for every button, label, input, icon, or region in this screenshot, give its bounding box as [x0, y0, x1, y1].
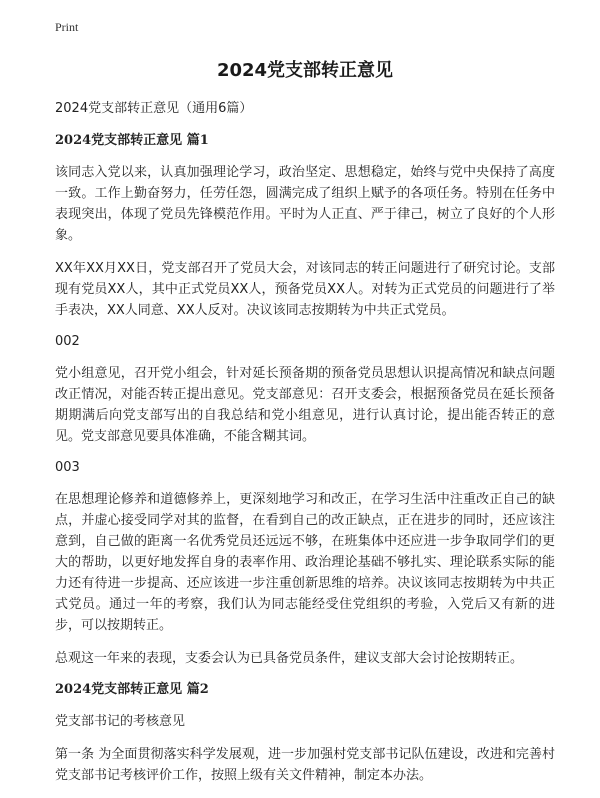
paragraph: 第一条 为全面贯彻落实科学发展观，进一步加强村党支部书记队伍建设，改进和完善村党支部书记考核评价工作，按照上级有关文件精神，制定本办法。	[55, 747, 555, 783]
paragraph: 党支部书记的考核意见	[55, 714, 186, 729]
paragraph: XX年XX月XX日，党支部召开了党员大会，对该同志的转正问题进行了研究讨论。支部现有党员XX人，其中正式党员XX人，预备党员XX人。对转为正式党员的问题进行了举手表决，XX人同意、XX人反对。决议该同志按期转为中共正式党员。	[55, 261, 555, 318]
section-heading-2: 2024党支部转正意见 篇2	[55, 682, 209, 697]
document-body	[55, 48, 555, 798]
section-heading-1: 2024党支部转正意见 篇1	[55, 133, 209, 148]
print-link[interactable]: Print	[55, 20, 79, 34]
section-number-002: 002	[55, 334, 80, 349]
paragraph: 该同志入党以来，认真加强理论学习，政治坚定、思想稳定，始终与党中央保持了高度一致。工作上勤奋努力，任劳任怨，圆满完成了组织上赋予的各项任务。特别在任务中表现突出，体现了党员先锋模范作用。平时为人正直、严于律己，树立了良好的个人形象。	[55, 165, 555, 243]
page-title: 2024党支部转正意见	[216, 60, 394, 81]
paragraph: 总观这一年来的表现，支委会认为已具备党员条件，建议支部大会讨论按期转正。	[55, 651, 524, 666]
paragraph: 在思想理论修养和道德修养上，更深刻地学习和改正，在学习生活中注重改正自己的缺点，并虚心接受同学对其的监督，在看到自己的改正缺点，正在进步的同时，还应该注意到，自己做的距离一名优秀党员还远远不够，在班集体中还应进一步争取同学们的更大的帮助，以更好地发挥自身的表率作用、政治理论基础不够扎实、理论联系实际的能力还有待进一步提高、还应该进一步注重创新思维的培养。决议该同志按期转为中共正式党员。通过一年的考察，我们认为同志能经受住党组织的考验，入党后又有新的进步，可以按期转正。	[55, 492, 555, 633]
paragraph: 党小组意见，召开党小组会，针对延长预备期的预备党员思想认识提高情况和缺点问题改正情况，对能否转正提出意见。党支部意见：召开支委会，根据预备党员在延长预备期期满后向党支部写出的自我总结和党小组意见，进行认真讨论，提出能否转正的意见。党支部意见要具体准确，不能含糊其词。	[55, 366, 555, 444]
section-number-003: 003	[55, 460, 80, 475]
document-subtitle: 2024党支部转正意见（通用6篇）	[55, 101, 253, 116]
